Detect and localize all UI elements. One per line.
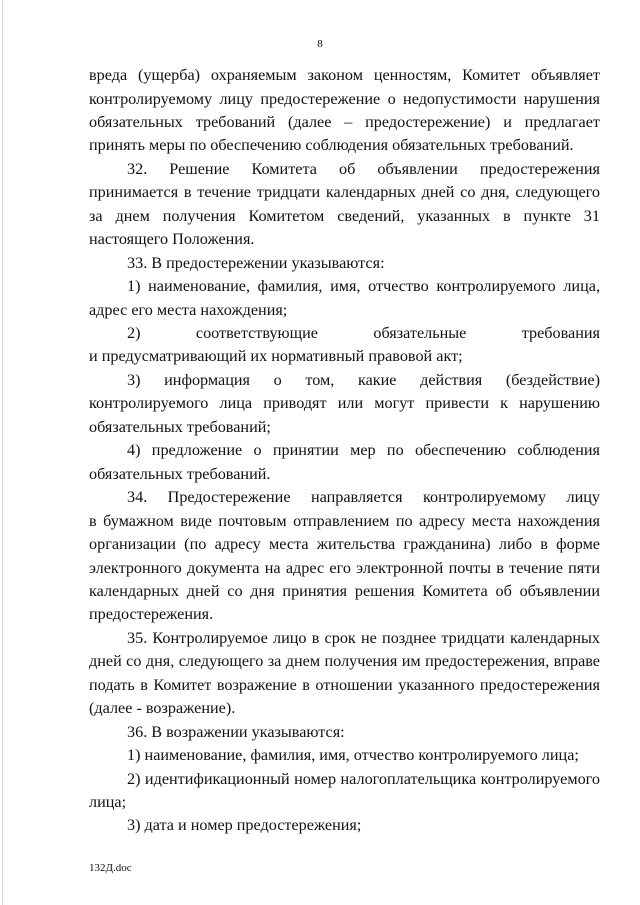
text-line: за днем получения Комитетом сведений, указанных в пункте 31 (89, 206, 600, 225)
text-line: принимается в течение тридцати календарных дней со дня, следующего (89, 183, 600, 202)
text-line: предостережения. (89, 605, 214, 624)
text-line: 2) идентификационный номер налогоплательщика контролируемого (127, 769, 600, 788)
text-line: 1) наименование, фамилия, имя, отчество контролируемого лица, (127, 277, 600, 295)
text-line: 32. Решение Комитета об объявлении предостережения (127, 159, 600, 178)
text-line: организации (по адресу места жительства гражданина) либо в форме (89, 535, 600, 553)
text-line: 36. В возражении указываются: (127, 722, 345, 741)
text-line: контролируемому лицу предостережение о недопустимости нарушения (89, 89, 600, 108)
text-line: настоящего Положения. (89, 230, 255, 249)
text-line: контролируемого лица приводят или могут привести к нарушению (89, 394, 600, 413)
text-line: 2) соответствующие обязательные требования (127, 323, 600, 342)
text-line: 1) наименование, фамилия, имя, отчество контролируемого лица; (127, 746, 579, 764)
text-line: лица; (89, 792, 127, 811)
text-line: вреда (ущерба) охраняемым законом ценностям, Комитет объявляет (89, 66, 600, 84)
text-line: обязательных требований. (89, 464, 271, 483)
text-line: в бумажном виде почтовым отправлением по адресу места нахождения (89, 511, 600, 530)
text-line: 33. В предостережении указываются: (127, 253, 385, 272)
text-line: (далее - возражение). (89, 699, 236, 718)
footer-filename: 132Д.doc (89, 862, 132, 874)
text-line: адрес его места нахождения; (89, 300, 288, 319)
text-line: и предусматривающий их нормативный правовой акт; (89, 347, 463, 366)
text-line: 3) дата и номер предостережения; (127, 816, 362, 835)
text-line: подать в Комитет возражение в отношении указанного предостережения (89, 675, 600, 694)
text-line: обязательных требований (далее – предостережение) и предлагает (89, 112, 600, 131)
text-line: 3) информация о том, какие действия (бездействие) (127, 370, 600, 389)
text-line: 35. Контролируемое лицо в срок не позднее тридцати календарных (127, 628, 600, 647)
text-line: 4) предложение о принятии мер по обеспечению соблюдения (127, 441, 600, 460)
text-line: календарных дней со дня принятия решения Комитета об объявлении (89, 581, 600, 600)
scan-edge (2, 0, 3, 905)
text-line: дней со дня, следующего за днем получения им предостережения, вправе (89, 652, 600, 671)
text-line: обязательных требований; (89, 417, 271, 436)
page-number: 8 (317, 38, 323, 50)
text-line: 34. Предостережение направляется контролируемому лицу (127, 488, 600, 507)
text-line: электронного документа на адрес его электронной почты в течение пяти (89, 558, 600, 577)
text-line: принять меры по обеспечению соблюдения обязательных требований. (89, 136, 574, 155)
